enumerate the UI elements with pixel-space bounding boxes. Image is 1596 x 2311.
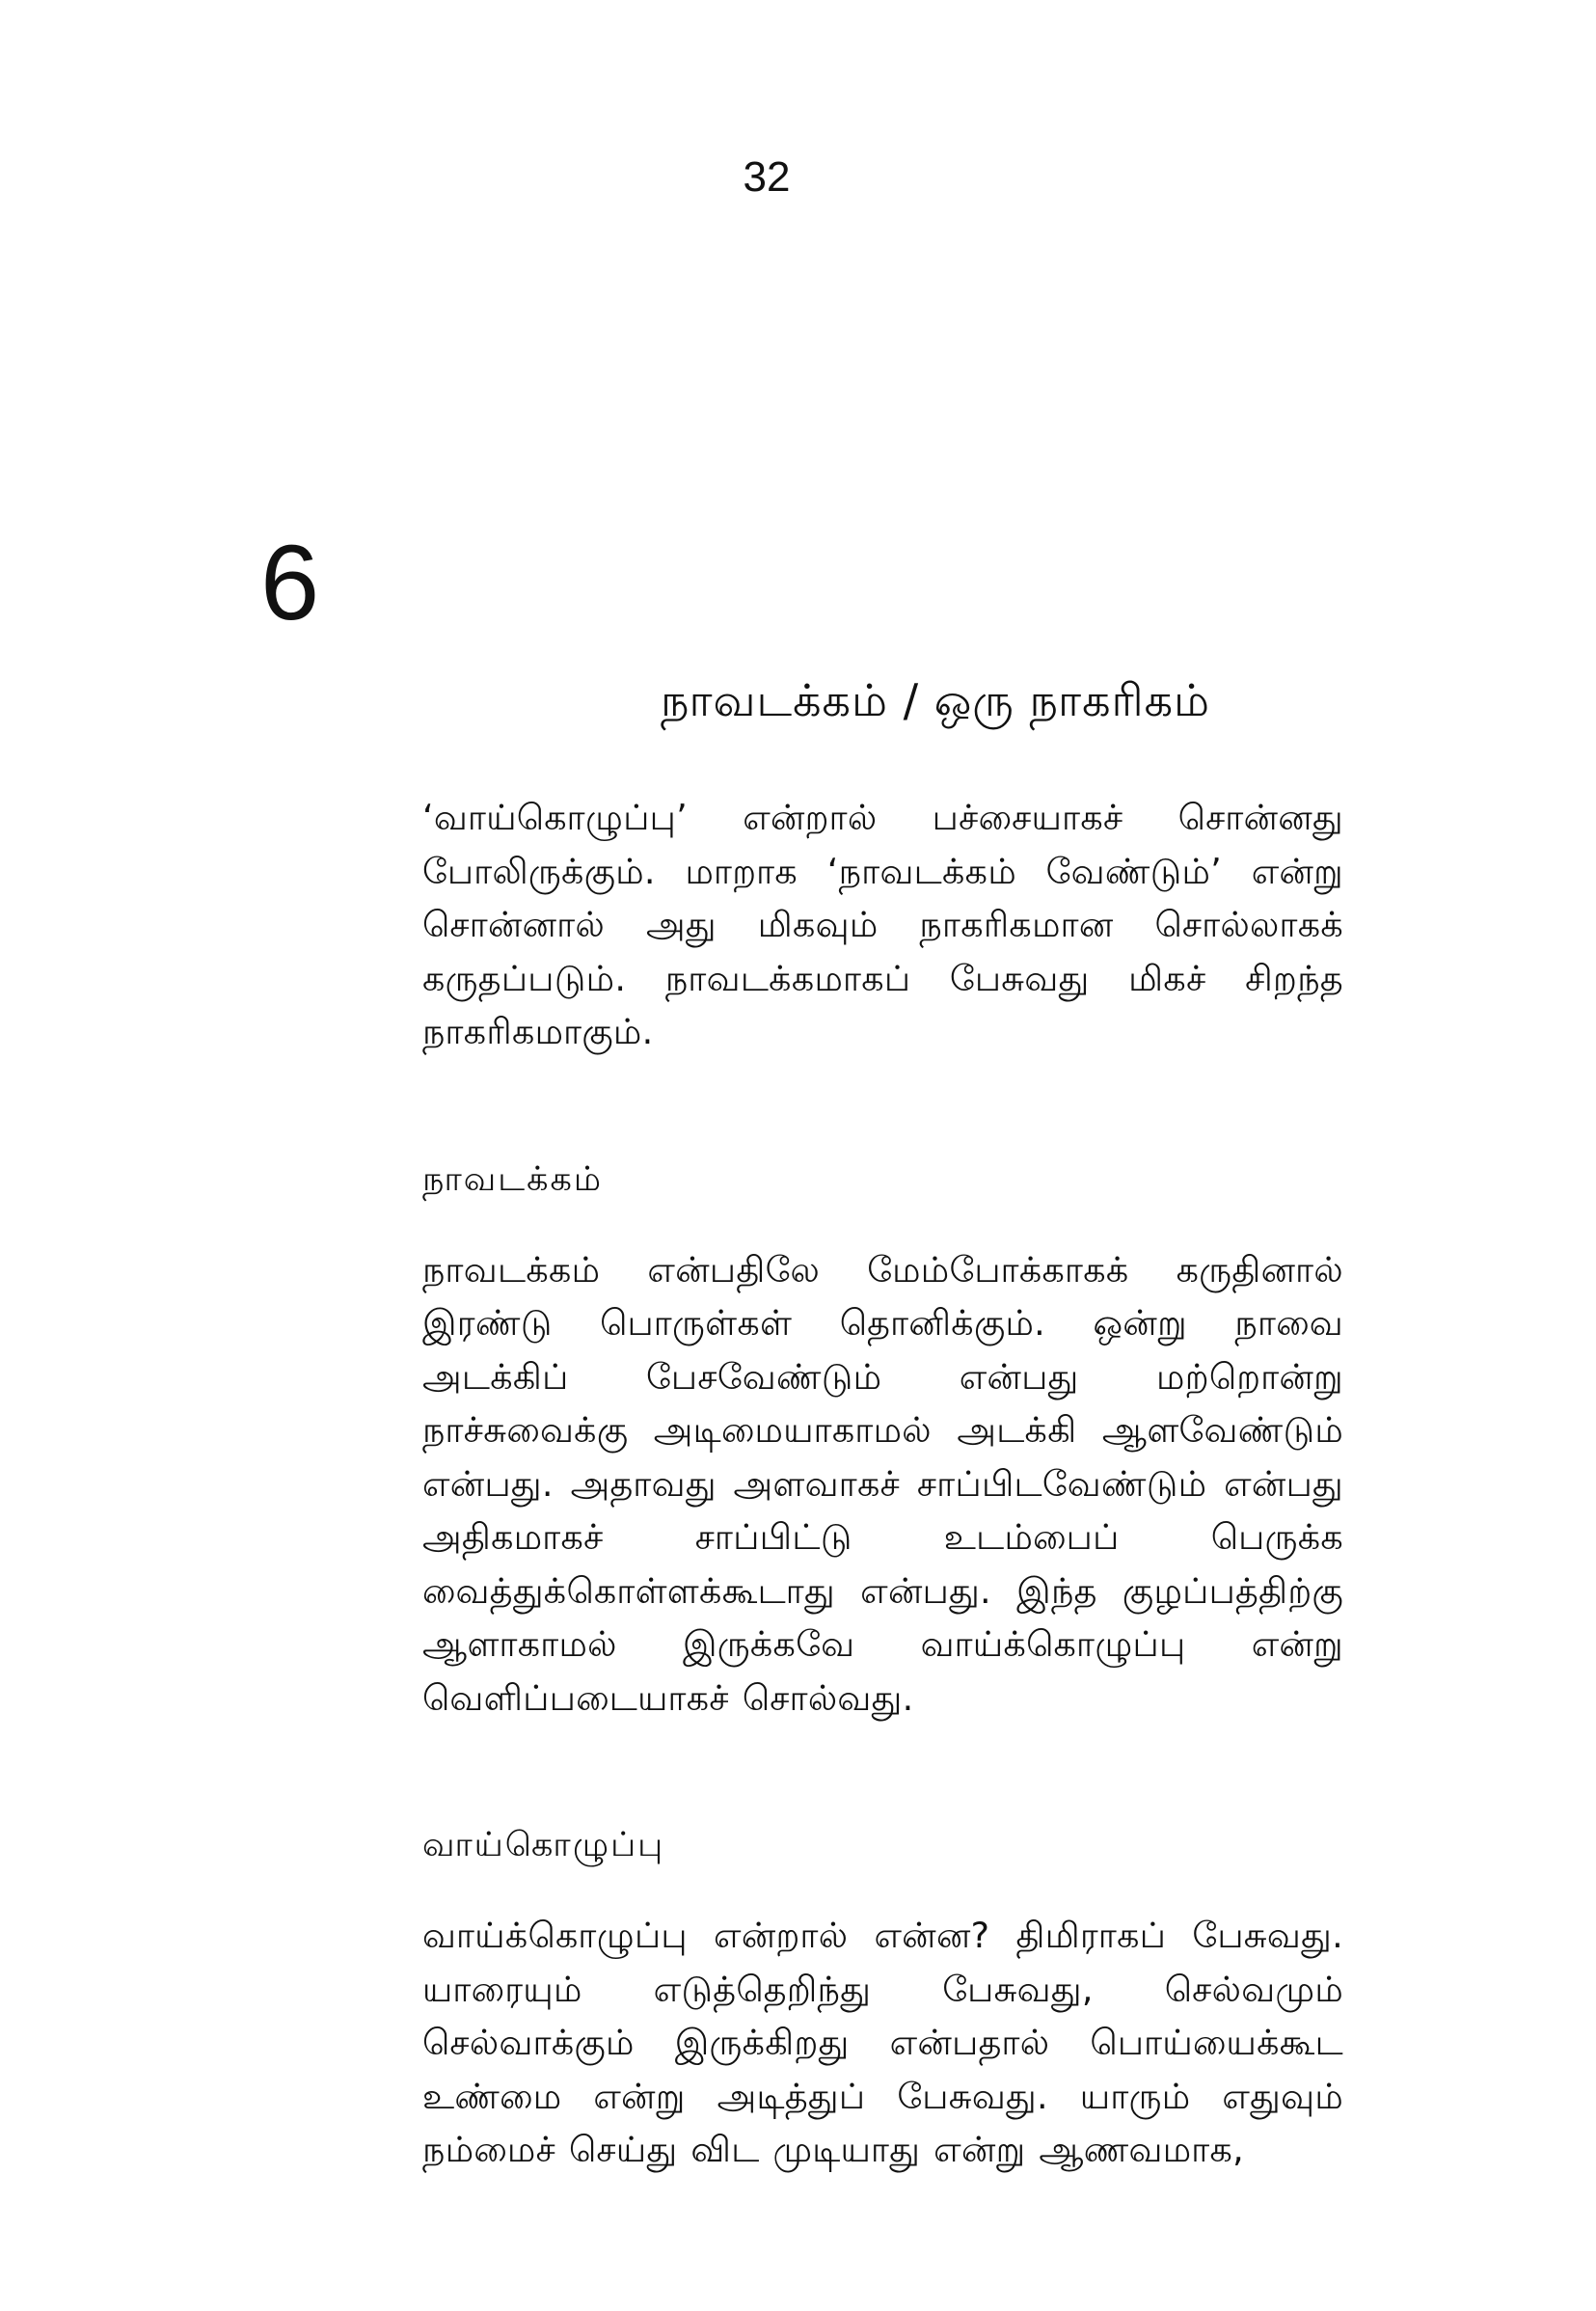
section-heading-vaaikozhuppu: வாய்கொழுப்பு — [422, 1826, 665, 1864]
page-number: 32 — [743, 153, 791, 201]
page-content — [422, 791, 1343, 2177]
chapter-number: 6 — [260, 524, 320, 642]
spacer — [422, 1059, 1343, 1154]
spacer — [422, 1207, 1343, 1243]
paragraph-navadakkam: நாவடக்கம் என்பதிலே மேம்போக்காகக் கருதினால் இரண்டு பொருள்கள் தொனிக்கும். ஒன்று நாவை அடக்கிப் பேசவேண்டும் என்பது மற்றொன்று நாச்சுவைக்கு அடிமையாகாமல் அடக்கி ஆளவேண்டும் என்பது. அதாவது அளவாகச் சாப்பிடவேண்டும் என்பது அதிகமாகச் சாப்பிட்டு உடம்பைப் பெருக்க வைத்துக்கொள்ளக்கூடாது என்பது. இந்த குழப்பத்திற்கு ஆளாகாமல் இருக்கவே வாய்க்கொழுப்பு என்று வெளிப்படையாகச் சொல்வது. — [422, 1248, 1343, 1719]
paragraph-vaaikozhuppu: வாய்க்கொழுப்பு என்றால் என்ன? திமிராகப் பேசுவது. யாரையும் எடுத்தெறிந்து பேசுவது, செல்வமும் செல்வாக்கும் இருக்கிறது என்பதால் பொய்யைக்கூட உண்மை என்று அடித்துப் பேசுவது. யாரும் எதுவும் நம்மைச் செய்து விட முடியாது என்று ஆணவமாக, — [422, 1915, 1343, 2170]
spacer — [422, 1725, 1343, 1819]
intro-paragraph: ‘வாய்கொழுப்பு’ என்றால் பச்சையாகச் சொன்னது போலிருக்கும். மாறாக ‘நாவடக்கம் வேண்டும்’ என்று சொன்னால் அது மிகவும் நாகரிகமான சொல்லாகக் கருதப்படும். நாவடக்கமாகப் பேசுவது மிகச் சிறந்த நாகரிகமாகும். — [422, 797, 1343, 1052]
chapter-title: நாவடக்கம் / ஒரு நாகரிகம் — [660, 674, 1211, 726]
section-heading-navadakkam: நாவடக்கம் — [422, 1159, 604, 1199]
spacer — [422, 1872, 1343, 1909]
